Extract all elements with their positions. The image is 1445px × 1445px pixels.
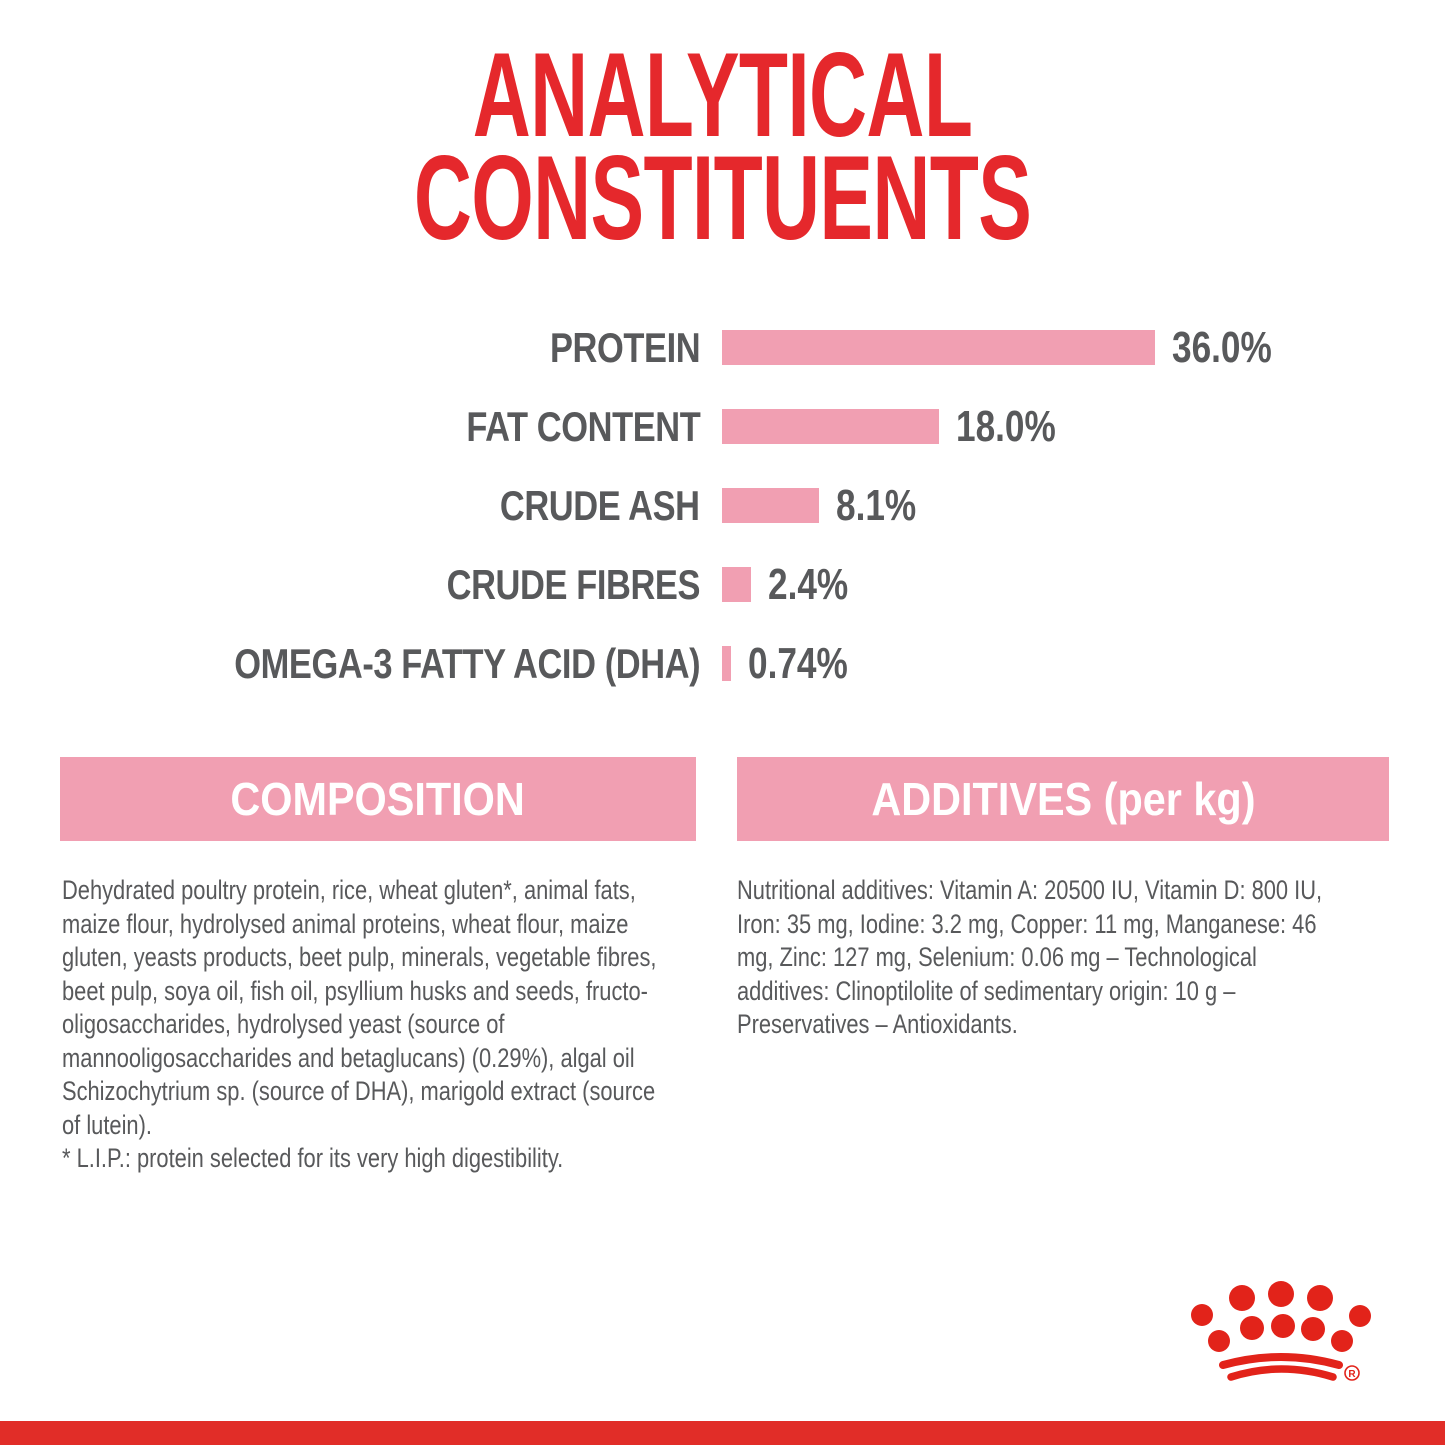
composition-ingredients: Dehydrated poultry protein, rice, wheat gluten*, animal fats, maize flour, hydrolysed animal proteins, wheat flour, maize gluten, yeasts products, beet pulp, minerals, vegetable fibres, beet pulp, soya oil, fish oil, psyllium husks and seeds, fructo-oligosaccharides, hydrolysed yeast (source of mannooligosaccharides and betaglucans) (0.29%), algal oil Schizochytrium sp. (source of DHA), marigold extract (source of lutein). bbox=[62, 875, 657, 1140]
chart-value-label: 36.0% bbox=[1172, 322, 1272, 372]
bottom-red-band bbox=[0, 1421, 1445, 1445]
composition-header-label: COMPOSITION bbox=[230, 773, 526, 825]
composition-footnote: * L.I.P.: protein selected for its very high digestibility. bbox=[62, 1143, 564, 1173]
chart-bar bbox=[722, 567, 751, 602]
page-title-line-2: CONSTITUENTS bbox=[413, 131, 1032, 265]
chart-row bbox=[0, 545, 1445, 624]
chart-value-label: 8.1% bbox=[836, 480, 917, 530]
additives-header bbox=[737, 757, 1389, 841]
chart-value-label: 2.4% bbox=[767, 559, 849, 609]
analytical-chart bbox=[0, 308, 1445, 703]
chart-category-label: CRUDE ASH bbox=[500, 481, 700, 529]
page-title-line-1: ANALYTICAL bbox=[472, 28, 973, 162]
page-title bbox=[0, 28, 1445, 265]
composition-text bbox=[62, 874, 665, 1176]
chart-row bbox=[0, 466, 1445, 545]
chart-category-label: OMEGA-3 FATTY ACID (DHA) bbox=[234, 639, 700, 687]
chart-category-label: FAT CONTENT bbox=[465, 402, 700, 450]
registered-trademark-icon bbox=[1345, 1366, 1359, 1380]
additives-details: Nutritional additives: Vitamin A: 20500 IU, Vitamin D: 800 IU, Iron: 35 mg, Iodine: 3.2 mg, Copper: 11 mg, Manganese: 46 mg, Zinc: 127 mg, Selenium: 0.06 mg – Technological additives: Clinoptilolite of sedimentary origin: 10 g – Preservatives – Antioxidants. bbox=[737, 875, 1323, 1039]
royal-canin-crown-icon bbox=[1186, 1280, 1388, 1404]
additives-header-label: ADDITIVES (per kg) bbox=[870, 773, 1256, 825]
chart-bar bbox=[722, 330, 1155, 365]
chart-category-label: PROTEIN bbox=[549, 323, 700, 371]
chart-row bbox=[0, 387, 1445, 466]
composition-header bbox=[60, 757, 696, 841]
chart-bar bbox=[722, 646, 731, 681]
chart-row bbox=[0, 308, 1445, 387]
chart-category-label: CRUDE FIBRES bbox=[446, 560, 700, 608]
chart-value-label: 0.74% bbox=[747, 638, 848, 688]
chart-bar bbox=[722, 409, 939, 444]
chart-row bbox=[0, 624, 1445, 703]
svg-text:R: R bbox=[1348, 1368, 1356, 1380]
chart-value-label: 18.0% bbox=[955, 401, 1056, 451]
additives-text bbox=[737, 874, 1349, 1042]
chart-bar bbox=[722, 488, 819, 523]
